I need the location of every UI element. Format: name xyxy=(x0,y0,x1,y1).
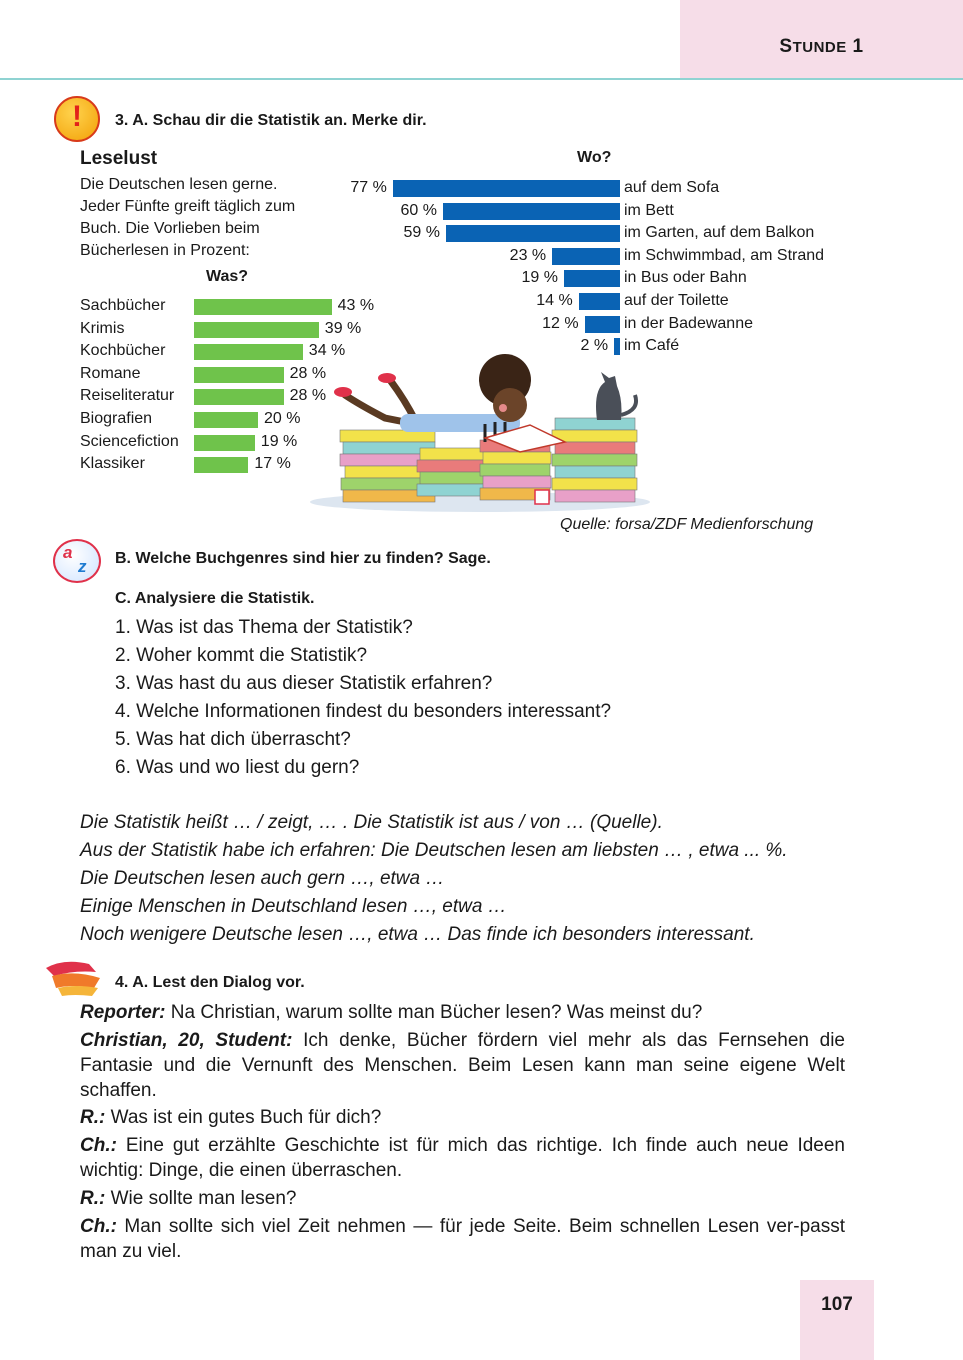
exclamation-icon: ! xyxy=(54,96,100,142)
phrase-line: Aus der Statistik habe ich erfahren: Die Deutschen lesen am liebsten … , etwa ... %. xyxy=(80,840,788,861)
intro-line: Die Deutschen lesen gerne. xyxy=(80,176,278,193)
az-vocabulary-icon: a z xyxy=(53,539,101,583)
was-value-label: 19 % xyxy=(260,432,298,450)
wo-bar xyxy=(552,248,620,265)
wo-category-label: im Garten, auf dem Balkon xyxy=(624,224,815,242)
was-bar xyxy=(194,412,258,428)
was-value-label: 28 % xyxy=(289,364,327,382)
phrase-line: Die Statistik heißt … / zeigt, … . Die Statistik ist aus / von … (Quelle). xyxy=(80,812,663,833)
was-value-label: 43 % xyxy=(337,297,375,314)
wo-category-label: im Café xyxy=(624,337,680,355)
lesson-title: STUNDE 1 xyxy=(779,36,864,57)
was-category-label: Klassiker xyxy=(80,455,145,473)
dialog-line: Ch.: Eine gut erzählte Geschichte ist für mich das richtige. Ich finde auch neue Ideen wichtig: Dinge, die einen überraschen. xyxy=(80,1135,845,1181)
hands-icon xyxy=(44,958,102,998)
wo-value-label: 19 % xyxy=(521,269,558,287)
was-bar xyxy=(194,322,319,338)
wo-bar xyxy=(443,203,620,220)
was-bar xyxy=(194,389,284,405)
was-value-label: 28 % xyxy=(289,387,327,405)
page-number: 107 xyxy=(821,1294,853,1315)
question-item: 5. Was hat dich überrascht? xyxy=(115,729,351,750)
was-value-label: 20 % xyxy=(264,410,301,427)
task-4a-label: 4. A. Lest den Dialog vor. xyxy=(115,974,305,991)
wo-category-label: auf der Toilette xyxy=(624,292,729,309)
dialog-line: R.: Wie sollte man lesen? xyxy=(80,1188,297,1209)
wo-category-label: in Bus oder Bahn xyxy=(624,269,747,287)
was-bar xyxy=(194,435,255,451)
question-item: 4. Welche Informationen findest du besonders interessant? xyxy=(115,701,612,722)
was-category-label: Reiseliteratur xyxy=(80,387,175,405)
wo-value-label: 2 % xyxy=(580,337,609,355)
phrase-line: Einige Menschen in Deutschland lesen …, etwa … xyxy=(80,896,507,917)
header-divider xyxy=(0,78,963,80)
wo-value-label: 60 % xyxy=(400,201,437,219)
question-item: 3. Was hast du aus dieser Statistik erfahren? xyxy=(115,673,493,694)
wo-category-label: im Bett xyxy=(624,201,674,219)
task-3c-label: C. Analysiere die Statistik. xyxy=(115,590,315,607)
was-category-label: Kochbücher xyxy=(80,342,166,360)
was-category-label: Sachbücher xyxy=(80,297,166,314)
dialog-line: Reporter: Na Christian, warum sollte man Bücher lesen? Was meinst du? xyxy=(80,1002,703,1023)
question-item: 6. Was und wo liest du gern? xyxy=(115,757,360,778)
wo-category-label: in der Badewanne xyxy=(624,314,753,332)
dialog-line: Ch.: Man sollte sich viel Zeit nehmen — für jede Seite. Beim schnellen Lesen ver-passt man zu viel. xyxy=(80,1216,845,1262)
was-category-label: Romane xyxy=(80,364,141,382)
wo-bar xyxy=(446,225,620,242)
was-category-label: Sciencefiction xyxy=(80,432,179,450)
intro-line: Bücherlesen in Prozent: xyxy=(80,242,250,259)
wo-value-label: 12 % xyxy=(542,314,579,332)
reading-girl-illustration xyxy=(305,330,650,515)
wo-value-label: 23 % xyxy=(509,246,547,264)
statistic-title: Leselust xyxy=(80,148,158,169)
wo-value-label: 59 % xyxy=(403,224,440,242)
intro-line: Buch. Die Vorlieben beim xyxy=(80,220,260,237)
wo-value-label: 77 % xyxy=(350,179,387,196)
was-bar xyxy=(194,299,332,315)
was-category-label: Biografien xyxy=(80,410,153,427)
wo-value-label: 14 % xyxy=(536,292,573,309)
dialog-line: Christian, 20, Student: Ich denke, Bücher fördern viel mehr als das Fernsehen die Fantasie und die Vernunft des Menschen. Beim Lesen kann man seine eigene Welt schaffen. xyxy=(80,1030,845,1101)
was-value-label: 39 % xyxy=(324,319,362,337)
wo-bar xyxy=(579,293,620,310)
statistic-source: Quelle: forsa/ZDF Medienforschung xyxy=(560,516,814,533)
phrase-line: Die Deutschen lesen auch gern …, etwa … xyxy=(80,868,445,889)
was-value-label: 34 % xyxy=(308,342,346,360)
task-3a-label: 3. A. Schau dir die Statistik an. Merke dir. xyxy=(115,112,427,129)
question-item: 2. Woher kommt die Statistik? xyxy=(115,645,368,666)
task-3b-label: B. Welche Buchgenres sind hier zu finden? Sage. xyxy=(115,550,491,567)
wo-chart-title: Wo? xyxy=(577,149,612,166)
was-category-label: Krimis xyxy=(80,319,125,337)
page-number-band xyxy=(800,1280,874,1360)
was-bar xyxy=(194,367,284,383)
was-value-label: 17 % xyxy=(254,455,291,473)
wo-category-label: im Schwimmbad, am Strand xyxy=(624,246,825,264)
wo-bar xyxy=(564,270,620,287)
wo-bar xyxy=(393,180,620,197)
question-item: 1. Was ist das Thema der Statistik? xyxy=(115,617,413,638)
phrase-line: Noch wenigere Deutsche lesen …, etwa … Das finde ich besonders interessant. xyxy=(80,924,755,945)
was-bar xyxy=(194,457,248,473)
was-chart-title: Was? xyxy=(206,268,249,285)
intro-line: Jeder Fünfte greift täglich zum xyxy=(80,198,296,215)
was-bar xyxy=(194,344,303,360)
wo-category-label: auf dem Sofa xyxy=(624,179,720,196)
dialog-line: R.: Was ist ein gutes Buch für dich? xyxy=(80,1107,382,1128)
